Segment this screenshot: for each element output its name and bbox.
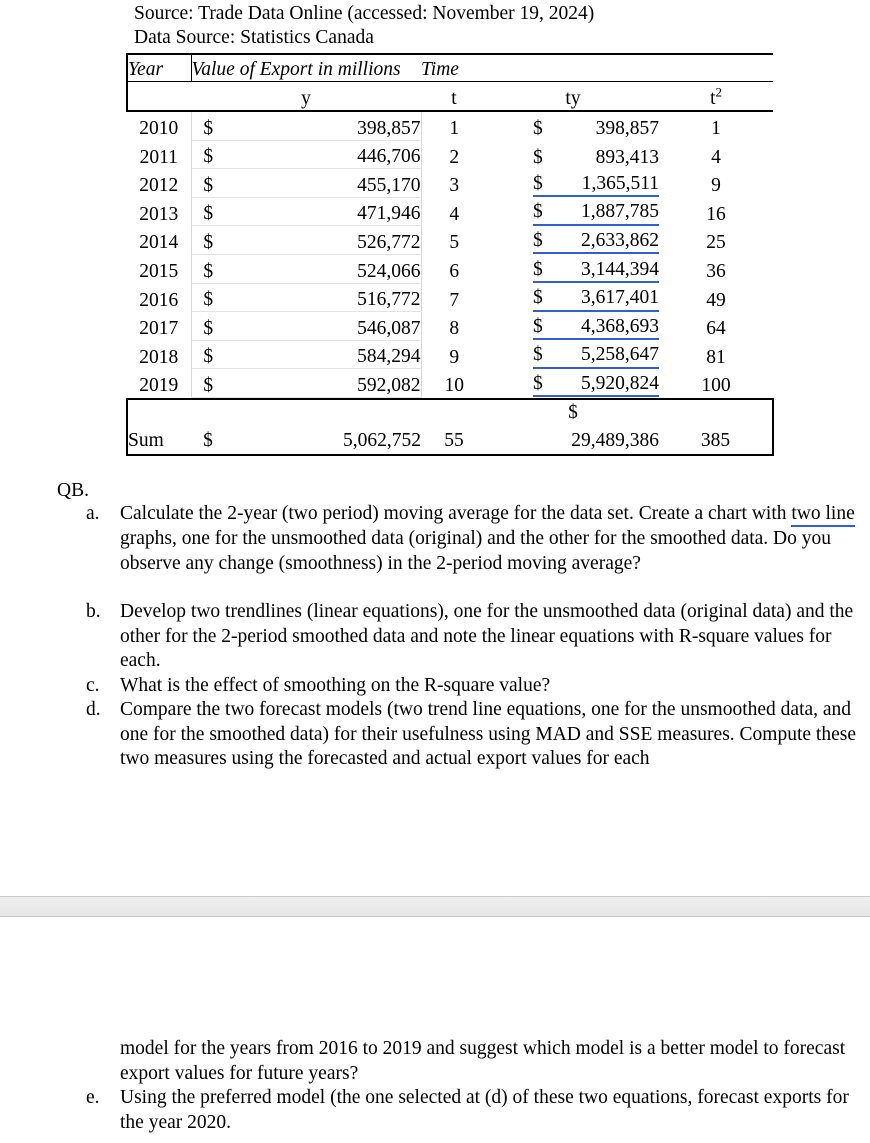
question-marker-d: d. <box>86 699 101 721</box>
header-year: Year <box>127 54 191 82</box>
row-t2-value: 64 <box>706 318 726 340</box>
row-y-value: 516,772 <box>225 283 421 312</box>
grammar-flagged-text <box>533 174 659 197</box>
header-symbol-edge-spacer <box>773 82 774 112</box>
sum-y-value: 5,062,752 <box>343 430 421 451</box>
row-y-currency-symbol: $ <box>191 111 225 140</box>
row-ty-number: 1,365,511 <box>581 172 660 194</box>
row-t-value: 2 <box>449 146 460 168</box>
sum-top-blank-5 <box>659 399 773 424</box>
question-item-d <box>86 698 856 772</box>
row-t-value: 5 <box>449 232 460 254</box>
row-t2-value: 16 <box>706 203 726 225</box>
row-ty-value <box>487 369 659 398</box>
row-t2-value: 1 <box>711 118 721 140</box>
row-y-value: 455,170 <box>225 169 421 198</box>
row-ty-currency-symbol: $ <box>533 118 543 140</box>
page-break-separator <box>0 896 870 917</box>
question-marker-e: e. <box>86 1087 100 1108</box>
grammar-flagged-text <box>533 231 659 254</box>
row-t2-value: 49 <box>706 289 726 311</box>
sum-top-blank-1 <box>127 399 191 424</box>
row-ty-value <box>487 111 659 140</box>
row-t-value: 6 <box>449 261 460 283</box>
row-ty-number: 4,368,693 <box>581 315 660 337</box>
source-line-secondary: Data Source: Statistics Canada <box>134 27 374 48</box>
grammar-flagged-text <box>533 288 659 311</box>
header-time: Time <box>421 54 773 82</box>
sum-ty-currency-symbol: $ <box>568 402 578 423</box>
row-ty-currency-symbol: $ <box>533 201 543 223</box>
row-ty-number: 2,633,862 <box>581 230 660 251</box>
row-y-currency-symbol: $ <box>191 369 225 398</box>
question-text-e: Using the preferred model (the one selected at (d) of these two equations, forecast exports for the year 2020. <box>120 1087 849 1133</box>
row-y-currency-symbol: $ <box>191 140 225 169</box>
row-y-value: 398,857 <box>225 111 421 140</box>
table-row <box>127 283 774 312</box>
row-ty-number: 3,144,394 <box>581 258 660 280</box>
row-ty-currency-symbol: $ <box>533 372 543 394</box>
row-y-currency-symbol: $ <box>191 254 225 283</box>
row-y-value: 526,772 <box>225 226 421 255</box>
row-t-value: 9 <box>449 346 460 368</box>
table-row <box>127 254 774 283</box>
row-t2-value: 25 <box>706 232 726 254</box>
row-t-value: 10 <box>444 375 465 397</box>
table-row <box>127 226 774 255</box>
row-y-currency-symbol: $ <box>191 340 225 369</box>
sum-t-value: 55 <box>444 430 464 451</box>
table-header-group-row <box>127 54 774 82</box>
header-edge-spacer <box>773 54 774 82</box>
row-ty-currency-symbol: $ <box>533 146 543 168</box>
table-header-symbol-row <box>127 82 774 112</box>
row-ty-number: 3,617,401 <box>581 287 660 309</box>
sum-ty-spacer <box>487 424 523 455</box>
grammar-flagged-text <box>533 345 659 368</box>
header-symbol-t-squared <box>659 82 773 112</box>
row-year: 2012 <box>139 175 179 197</box>
row-y-currency-symbol: $ <box>191 312 225 341</box>
row-year: 2011 <box>139 146 178 168</box>
row-t2-value: 100 <box>701 375 731 397</box>
table-row <box>127 340 774 369</box>
row-t2-value: 81 <box>706 346 726 368</box>
row-y-value: 546,087 <box>225 312 421 341</box>
question-marker-b: b. <box>86 601 101 623</box>
row-t-value: 1 <box>449 118 460 140</box>
row-ty-currency-symbol: $ <box>533 258 543 280</box>
source-line-primary: Source: Trade Data Online (accessed: November 19, 2024) <box>134 3 595 24</box>
header-symbol-y: y <box>191 82 421 112</box>
question-item-c <box>86 674 856 699</box>
table-row <box>127 369 774 398</box>
table-row <box>127 111 774 140</box>
row-year: 2017 <box>139 318 179 340</box>
sum-table <box>126 398 774 456</box>
question-d-continuation-text: model for the years from 2016 to 2019 and suggest which model is a better model to forecast export values for future years? <box>120 1038 846 1084</box>
header-symbol-ty: ty <box>487 82 659 112</box>
grammar-flagged-text: two line <box>791 504 854 527</box>
source-block <box>134 2 834 50</box>
row-year: 2018 <box>139 346 179 368</box>
export-data-table-wrapper <box>126 53 772 398</box>
question-spacer <box>86 576 856 600</box>
row-ty-plain <box>533 118 659 139</box>
row-y-currency-symbol: $ <box>191 226 225 255</box>
row-year: 2010 <box>139 118 179 140</box>
header-symbol-t: t <box>421 82 487 112</box>
row-ty-currency-symbol: $ <box>533 344 543 366</box>
row-t2-value: 36 <box>706 261 726 283</box>
row-ty-currency-symbol: $ <box>533 287 543 309</box>
row-ty-currency-symbol: $ <box>533 172 543 194</box>
question-item-a <box>86 502 856 576</box>
grammar-flagged-text <box>533 202 659 225</box>
table-row <box>127 140 774 169</box>
question-marker-c: c. <box>86 674 100 696</box>
row-ty-number: 5,258,647 <box>581 344 660 366</box>
table-row <box>127 312 774 341</box>
row-ty-value <box>487 226 659 255</box>
row-ty-value <box>487 140 659 169</box>
row-t-value: 8 <box>449 318 460 340</box>
row-ty-plain <box>533 147 659 168</box>
row-ty-number: 893,413 <box>595 146 660 168</box>
sum-top-blank-4 <box>421 399 487 424</box>
sum-currency-symbol: $ <box>203 430 213 451</box>
sum-currency-row <box>127 399 773 424</box>
row-t2-value: 4 <box>711 146 721 168</box>
sum-values-row <box>127 424 773 455</box>
row-y-value: 584,294 <box>225 340 421 369</box>
row-t2-value: 9 <box>711 175 721 197</box>
sum-top-blank-3 <box>225 399 421 424</box>
header-value-of-export: Value of Export in millions <box>191 54 421 82</box>
row-ty-value <box>487 169 659 198</box>
row-year: 2019 <box>139 375 179 397</box>
row-ty-value <box>487 283 659 312</box>
sum-t2-value: 385 <box>700 430 731 451</box>
sum-ty-value: 29,489,386 <box>571 430 659 451</box>
questions-heading: QB. <box>57 480 89 501</box>
questions-continuation <box>86 1036 856 1135</box>
grammar-flagged-text <box>533 374 659 397</box>
row-y-value: 471,946 <box>225 197 421 226</box>
row-ty-value <box>487 312 659 341</box>
question-item-e <box>86 1086 856 1135</box>
export-data-table <box>126 53 775 398</box>
sum-top-blank-2 <box>191 399 225 424</box>
row-t-value: 4 <box>449 203 460 225</box>
question-text-d: Compare the two forecast models (two trend line equations, one for the unsmoothed data, and one for the smoothed data) for their usefulness using MAD and SSE measures. Compute these two measures using the forecasted and actual export values for each <box>120 699 856 770</box>
row-year: 2014 <box>139 232 179 254</box>
t-squared-exponent: 2 <box>715 85 722 100</box>
question-text-c: What is the effect of smoothing on the R-square value? <box>120 674 551 696</box>
row-ty-value <box>487 254 659 283</box>
header-symbol-blank <box>127 82 191 112</box>
table-row <box>127 169 774 198</box>
grammar-flagged-text <box>533 317 659 340</box>
row-ty-number: 1,887,785 <box>581 201 660 223</box>
row-ty-currency-symbol: $ <box>533 315 543 337</box>
row-year: 2015 <box>139 261 179 283</box>
row-ty-currency-symbol: $ <box>533 230 543 251</box>
row-y-currency-symbol: $ <box>191 197 225 226</box>
question-marker-a: a. <box>86 503 100 524</box>
row-y-value: 524,066 <box>225 254 421 283</box>
row-t-value: 3 <box>449 175 460 197</box>
questions-list <box>86 502 856 772</box>
grammar-flagged-text <box>533 260 659 283</box>
row-y-value: 592,082 <box>225 369 421 398</box>
question-item-b <box>86 600 856 674</box>
row-t-value: 7 <box>449 289 460 311</box>
question-text-a: Calculate the 2-year (two period) moving average for the data set. Create a chart with two line graphs, one for the unsmoothed data (original) and the other for the smoothed data. Do you observe any change (smoothness) in the 2-period moving average? <box>120 503 855 574</box>
row-year: 2016 <box>139 289 179 311</box>
t-squared-base: t <box>710 88 716 109</box>
row-y-currency-symbol: $ <box>191 283 225 312</box>
row-ty-value <box>487 197 659 226</box>
row-y-value: 446,706 <box>225 140 421 169</box>
row-ty-number: 398,857 <box>595 118 660 140</box>
question-text-b: Develop two trendlines (linear equations), one for the unsmoothed data (original data) and the other for the 2-period smoothed data and note the linear equations with R-square values for each. <box>120 601 854 672</box>
sum-row-wrapper <box>126 398 772 456</box>
row-year: 2013 <box>139 203 179 225</box>
row-ty-number: 5,920,824 <box>581 372 660 394</box>
table-row <box>127 197 774 226</box>
sum-label: Sum <box>128 430 164 451</box>
row-ty-value <box>487 340 659 369</box>
row-y-currency-symbol: $ <box>191 169 225 198</box>
